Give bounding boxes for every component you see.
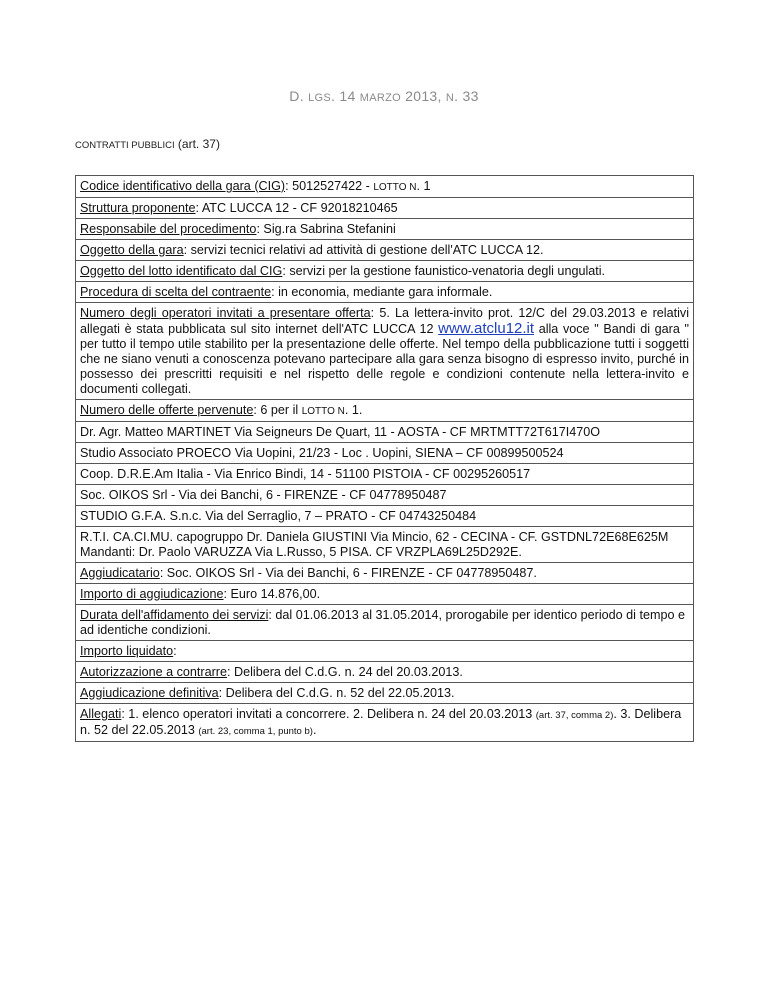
rti-line-2: Mandanti: Dr. Paolo VARUZZA Via L.Russo, 5 PISA. CF VRZPLA69L25D292E. xyxy=(80,545,522,559)
row-importo-liquidato xyxy=(76,641,694,662)
invitati-value-2: alla voce " Bandi di gara " per tutto il tempo utile stabilito per la presentazione delle offerte. Nel tempo della pubblicazione tutti i soggetti che ne siano venuti a conoscenza potevano partecipare alla gara senza bisogno di espresso invito, purché in possesso dei prescritti requisiti e nel rispetto delle regole e condizioni contenute nella lettera-invito e documenti collegati. xyxy=(80,322,690,396)
aggiudicatario-value: : Soc. OIKOS Srl - Via dei Banchi, 6 - FIRENZE - CF 04778950487. xyxy=(159,566,537,580)
cig-label: Codice identificativo della gara (CIG) xyxy=(80,179,286,193)
section-subtitle xyxy=(75,137,220,151)
offerte-lotto-num: . 1. xyxy=(344,403,363,417)
row-offerente-4 xyxy=(76,485,694,506)
offerente-3: Coop. D.R.E.Am Italia - Via Enrico Bindi, 14 - 51100 PISTOIA - CF 00295260517 xyxy=(76,464,694,485)
aggiud-def-value: : Delibera del C.d.G. n. 52 del 22.05.2013. xyxy=(218,686,455,700)
decree-num: . 33 xyxy=(454,88,479,104)
allegati-value-1: : 1. elenco operatori invitati a concorrere. 2. Delibera n. 24 del 20.03.2013 xyxy=(121,707,536,721)
autorizzazione-label: Autorizzazione a contrarre xyxy=(80,665,227,679)
durata-value: : dal 01.06.2013 al 31.05.2014, prorogabile per identico periodo di tempo e ad identiche condizioni. xyxy=(80,608,685,637)
row-aggiudicatario xyxy=(76,563,694,584)
row-allegati xyxy=(76,704,694,742)
decree-title xyxy=(0,88,768,104)
row-cig xyxy=(76,176,694,198)
cig-value: : 5012527422 - xyxy=(285,179,374,193)
row-oggetto-lotto xyxy=(76,261,694,282)
offerte-value: : 6 per il xyxy=(253,403,302,417)
struttura-label: Struttura proponente xyxy=(80,201,196,215)
decree-prefix: D. xyxy=(289,88,309,104)
invitati-label: Numero degli operatori invitati a presentare offerta xyxy=(80,306,371,320)
row-autorizzazione xyxy=(76,662,694,683)
row-oggetto-gara xyxy=(76,240,694,261)
allegati-label: Allegati xyxy=(80,707,122,721)
row-responsabile xyxy=(76,219,694,240)
oggetto-lotto-label: Oggetto del lotto identificato dal CIG xyxy=(80,264,283,278)
procedura-label: Procedura di scelta del contraente xyxy=(80,285,272,299)
offerente-5: STUDIO G.F.A. S.n.c. Via del Serraglio, 7 – PRATO - CF 04743250484 xyxy=(76,506,694,527)
responsabile-value: : Sig.ra Sabrina Stefanini xyxy=(256,222,396,236)
allegati-ref-1: (art. 37, comma 2) xyxy=(535,710,614,721)
responsabile-label: Responsabile del procedimento xyxy=(80,222,257,236)
decree-month: MARZO xyxy=(359,92,401,104)
importo-liq-label: Importo liquidato xyxy=(80,644,174,658)
row-durata xyxy=(76,605,694,641)
oggetto-gara-value: : servizi tecnici relativi ad attività di gestione dell'ATC LUCCA 12. xyxy=(183,243,544,257)
decree-year: 2013, xyxy=(400,88,446,104)
section-label: CONTRATTI PUBBLICI xyxy=(75,140,175,151)
invitati-value-1: : 5. La lettera-invito prot. 12/C del 29.03.2013 e relativi allegati è stata pubblicata sul sito internet dell'ATC LUCCA 12 xyxy=(80,306,689,336)
autorizzazione-value: : Delibera del C.d.G. n. 24 del 20.03.2013. xyxy=(227,665,463,679)
offerte-label: Numero delle offerte pervenute xyxy=(80,403,254,417)
row-aggiudicazione-definitiva xyxy=(76,683,694,704)
row-offerente-3 xyxy=(76,464,694,485)
cig-lotto-num: . 1 xyxy=(416,179,431,193)
rti-line-1: R.T.I. CA.CI.MU. capogruppo Dr. Daniela GIUSTINI Via Mincio, 62 - CECINA - CF. GSTDNL72E68E625M xyxy=(80,530,669,544)
atc-website-link[interactable]: www.atclu12.it xyxy=(438,320,535,337)
importo-agg-label: Importo di aggiudicazione xyxy=(80,587,224,601)
offerente-4: Soc. OIKOS Srl - Via dei Banchi, 6 - FIRENZE - CF 04778950487 xyxy=(76,485,694,506)
durata-label: Durata dell'affidamento dei servizi xyxy=(80,608,269,622)
row-invitati xyxy=(76,303,694,400)
oggetto-lotto-value: : servizi per la gestione faunistico-venatoria degli ungulati. xyxy=(282,264,606,278)
struttura-value: : ATC LUCCA 12 - CF 92018210465 xyxy=(195,201,398,215)
allegati-ref-2: (art. 23, comma 1, punto b) xyxy=(198,726,313,737)
row-offerente-1 xyxy=(76,422,694,443)
aggiudicatario-label: Aggiudicatario xyxy=(80,566,160,580)
procedura-value: : in economia, mediante gara informale. xyxy=(271,285,493,299)
row-struttura xyxy=(76,198,694,219)
row-procedura xyxy=(76,282,694,303)
row-offerte xyxy=(76,400,694,422)
decree-lgs: LGS xyxy=(308,92,331,104)
row-offerente-5 xyxy=(76,506,694,527)
offerente-1: Dr. Agr. Matteo MARTINET Via Seigneurs De Quart, 11 - AOSTA - CF MRTMTT72T617I470O xyxy=(76,422,694,443)
row-importo-aggiudicazione xyxy=(76,584,694,605)
contract-info-table xyxy=(75,175,694,742)
importo-liq-value: : xyxy=(173,644,177,658)
allegati-value-3: . xyxy=(312,723,317,737)
importo-agg-value: : Euro 14.876,00. xyxy=(223,587,321,601)
row-rti xyxy=(76,527,694,563)
row-offerente-2 xyxy=(76,443,694,464)
aggiud-def-label: Aggiudicazione definitiva xyxy=(80,686,219,700)
offerente-2: Studio Associato PROECO Via Uopini, 21/23 - Loc . Uopini, SIENA – CF 00899500524 xyxy=(76,443,694,464)
decree-n: N xyxy=(445,92,455,104)
cig-lotto: LOTTO N xyxy=(373,182,417,193)
section-article: (art. 37) xyxy=(174,137,220,151)
offerte-lotto: LOTTO N xyxy=(301,406,345,417)
decree-day: . 14 xyxy=(331,88,360,104)
allegati-value-2: . 3. Delibera n. 52 del 22.05.2013 xyxy=(80,707,682,737)
oggetto-gara-label: Oggetto della gara xyxy=(80,243,184,257)
